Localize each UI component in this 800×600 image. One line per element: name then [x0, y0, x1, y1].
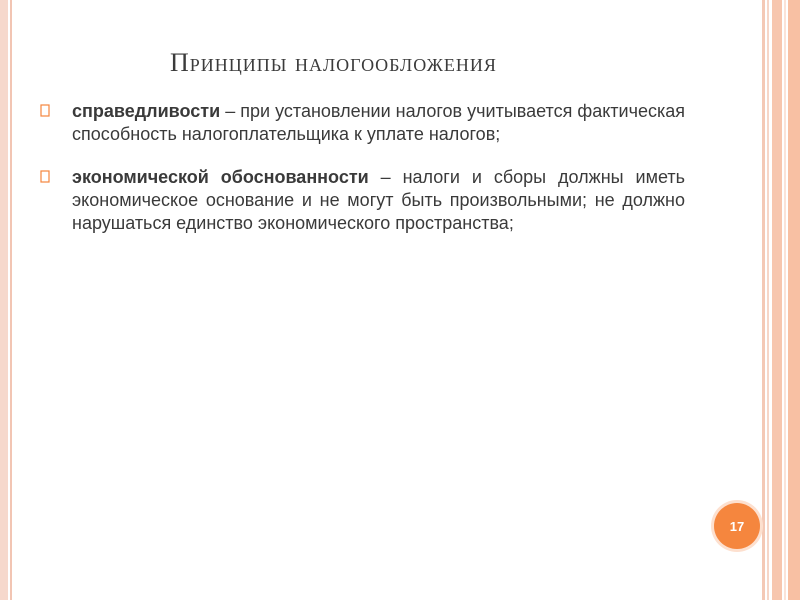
bullet-item: [40, 100, 685, 146]
bullet-text: – налоги и сборы должны иметь экономическое основание и не могут быть произвольными; не должно нарушаться единство экономического пространства;: [72, 167, 685, 233]
right-stripe: [767, 0, 769, 600]
right-stripe: [784, 0, 786, 600]
slide-title: Принципы налогообложения: [170, 48, 497, 77]
bullet-text: – при установлении налогов учитывается фактическая способность налогоплательщика к уплате налогов;: [72, 101, 685, 144]
bullet-marker-icon: [40, 170, 51, 184]
left-border-line: [10, 0, 12, 600]
right-stripe: [772, 0, 782, 600]
bullet-marker-icon: [40, 104, 51, 118]
bullet-item: [40, 166, 685, 235]
bullet-term: справедливости: [72, 101, 221, 121]
page-number-badge: 17: [714, 503, 760, 549]
left-border-decoration: [0, 0, 8, 600]
right-stripe: [788, 0, 800, 600]
right-stripe: [762, 0, 765, 600]
right-stripes-decoration: [762, 0, 800, 600]
bullet-term: экономической обоснованности: [72, 167, 369, 187]
bullet-list: [40, 100, 685, 255]
